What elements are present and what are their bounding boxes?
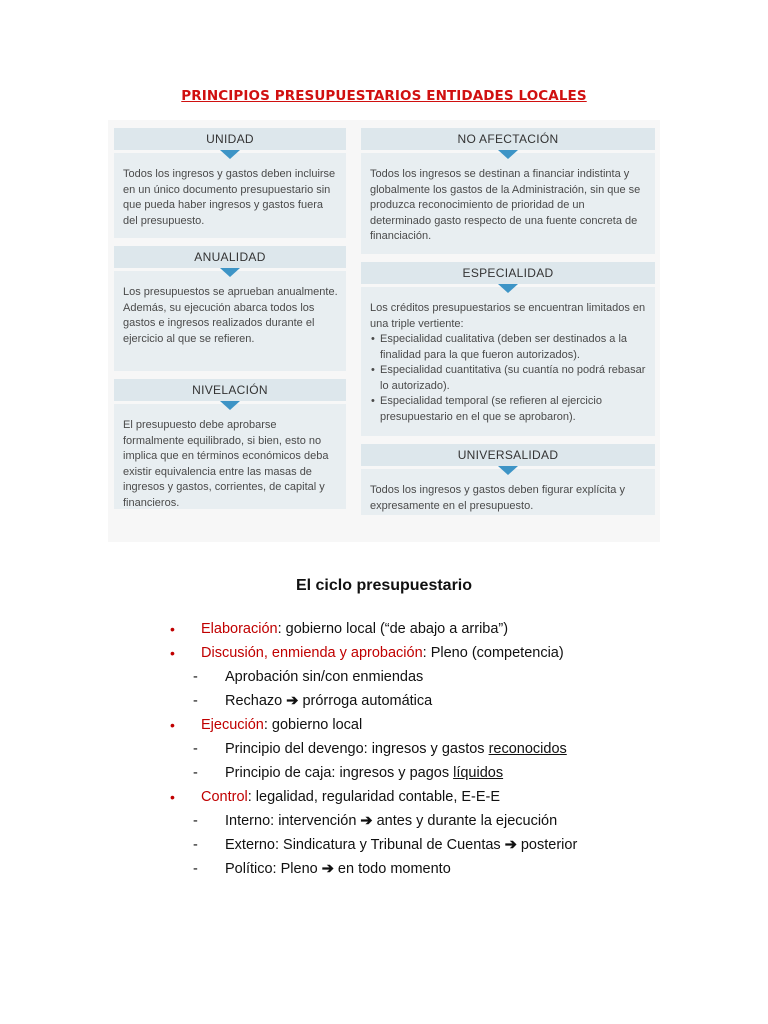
dash-marker: - [193,837,198,853]
principle-text: Los créditos presupuestarios se encuentran limitados en una triple vertiente: [370,302,646,330]
cycle-title: El ciclo presupuestario [295,577,473,594]
down-arrow-icon [498,284,518,293]
dash-marker: - [193,669,198,685]
phase-term: Discusión, enmienda y aprobación [201,645,423,661]
right-arrow-icon: ➔ [360,813,373,829]
cycle-subitem-devengo [170,737,750,761]
subitem-text: prórroga automática [298,693,433,709]
dash-marker: - [193,765,198,781]
bullet-icon: • [170,645,175,661]
principle-heading-label: NIVELACIÓN [192,383,268,397]
principle-heading-nivelacion [114,379,346,401]
principle-body-especialidad [361,287,655,436]
principle-text: Todos los ingresos y gastos deben figurar explícita y expresamente en el presupuesto. [370,484,625,512]
cycle-subitem-aprobacion [170,665,750,689]
principle-text: Todos los ingresos se destinan a financiar indistinta y globalmente los gastos de la Administración, sin que se produzca reconocimiento de prioridad de un determinado gasto respecto de una fuente concreta de financiación. [370,168,641,242]
document-title: PRINCIPIOS PRESUPUESTARIOS ENTIDADES LOCALES [181,88,587,104]
principle-heading-label: ANUALIDAD [194,250,266,264]
principle-body-anualidad [114,271,346,371]
subitem-text: posterior [516,837,578,853]
principle-heading-label: NO AFECTACIÓN [457,132,559,146]
list-item: • Especialidad cualitativa (deben ser destinados a la finalidad para la que fueron autorizados). [380,332,647,363]
subitem-text: Interno: intervención [225,813,361,829]
dash-marker: - [193,693,198,709]
phase-term: Control [201,789,248,805]
principle-heading-unidad [114,128,346,150]
especialidad-list [370,332,647,425]
down-arrow-icon [498,150,518,159]
right-arrow-icon: ➔ [504,837,517,853]
cycle-subitem-interno [170,809,750,833]
subitem-text: Principio del devengo: ingresos y gastos [225,741,489,757]
phase-description: : legalidad, regularidad contable, E-E-E [247,789,501,805]
principle-text: Todos los ingresos y gastos deben incluirse en un único documento presupuestario sin que pueda haber ingresos y gastos fuera del presupuesto. [123,168,336,227]
principle-body-nivelacion [114,404,346,509]
principle-text: Los presupuestos se aprueban anualmente. [123,286,338,298]
cycle-phase-ejecucion [170,713,750,737]
subitem-text: en todo momento [333,861,451,877]
phase-term: Ejecución [201,717,264,733]
subitem-text: Principio de caja: ingresos y pagos [225,765,454,781]
bullet-icon: • [170,789,175,805]
cycle-list [170,617,750,881]
cycle-subitem-externo [170,833,750,857]
phase-term: Elaboración [201,621,278,637]
principle-heading-universalidad [361,444,655,466]
underlined-term: reconocidos [488,741,567,757]
subitem-text: Externo: Sindicatura y Tribunal de Cuentas [225,837,505,853]
dash-marker: - [193,813,198,829]
down-arrow-icon [220,401,240,410]
list-item: • Especialidad cuantitativa (su cuantía no podrá rebasar lo autorizado). [380,363,647,394]
cycle-subitem-politico [170,857,750,881]
principle-text: El presupuesto debe aprobarse formalmente equilibrado, si bien, esto no implica que en términos económicos deba existir equivalencia entre las masas de ingresos y gastos, corrientes, de capital y financieros. [123,419,329,509]
principles-right-column [361,128,655,515]
subitem-text: antes y durante la ejecución [372,813,558,829]
cycle-phase-discusion [170,641,750,665]
cycle-subitem-caja [170,761,750,785]
list-item: • Especialidad temporal (se refieren al ejercicio presupuestario en el que se aprobaron). [380,394,647,425]
principle-heading-label: UNIDAD [206,132,254,146]
principle-body-universalidad [361,469,655,515]
principle-body-no-afectacion [361,153,655,254]
down-arrow-icon [220,268,240,277]
phase-description: : gobierno local [263,717,363,733]
principle-heading-label: UNIVERSALIDAD [457,448,559,462]
subitem-text: Político: Pleno [225,861,322,877]
bullet-icon: • [170,717,175,733]
subitem-text: Rechazo [225,693,287,709]
principles-left-column [114,128,346,509]
principle-heading-anualidad [114,246,346,268]
right-arrow-icon: ➔ [286,693,299,709]
underlined-term: líquidos [453,765,504,781]
dash-marker: - [193,741,198,757]
phase-description: : Pleno (competencia) [422,645,564,661]
right-arrow-icon: ➔ [321,861,334,877]
dash-marker: - [193,861,198,877]
principle-heading-no-afectacion [361,128,655,150]
bullet-icon: • [170,621,175,637]
principle-heading-especialidad [361,262,655,284]
principle-heading-label: ESPECIALIDAD [462,266,554,280]
principle-text: Además, su ejecución abarca todos los gastos e ingresos realizados durante el ejercicio al que se refieren. [123,301,315,345]
subitem-text: Aprobación sin/con enmiendas [225,669,424,685]
down-arrow-icon [498,466,518,475]
cycle-subitem-rechazo [170,689,750,713]
phase-description: : gobierno local (“de abajo a arriba”) [277,621,509,637]
cycle-phase-control [170,785,750,809]
down-arrow-icon [220,150,240,159]
principle-body-unidad [114,153,346,238]
cycle-phase-elaboracion [170,617,750,641]
